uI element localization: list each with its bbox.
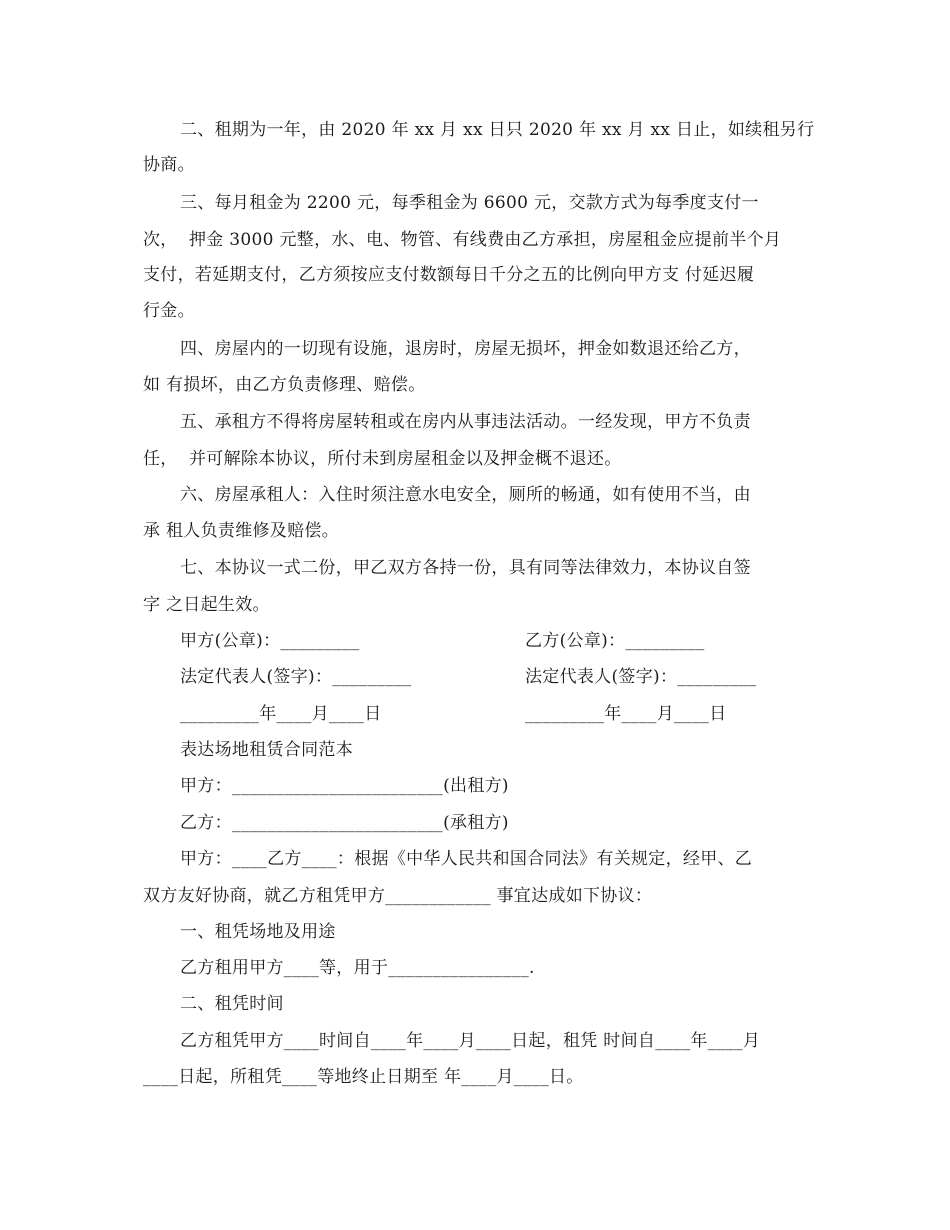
party-b-representative: 法定代表人(签字)：_________ [525,667,757,687]
party-a-representative: 法定代表人(签字)：_________ [180,667,412,687]
party-b-date: _________年____月____日 [525,704,727,724]
heading-1-body: 乙方租用甲方____等，用于________________. [180,958,535,978]
clause-4-line-2: 如 有损坏，由乙方负责修理、赔偿。 [143,375,426,395]
clause-6-line-2: 承 租人负责维修及赔偿。 [143,521,340,541]
party-b-seal: 乙方(公章)：_________ [525,631,705,651]
heading-2: 二、租凭时间 [180,994,284,1014]
clause-2-line-1: 二、租期为一年，由 2020 年 xx 月 xx 日只 2020 年 xx 月 xx 日止，如续租另行 [180,120,815,140]
lessee-line: 乙方：________________________(承租方) [180,813,509,833]
clause-7-line-2: 字 之日起生效。 [143,595,270,615]
party-a-date: _________年____月____日 [180,704,382,724]
heading-2-body-line-2: ____日起，所租凭____等地终止日期至 年____月____日。 [143,1067,584,1087]
lessor-line: 甲方：________________________(出租方) [180,776,509,796]
clause-3-line-4: 行金。 [143,301,195,321]
clause-7-line-1: 七、本协议一式二份，甲乙双方各持一份，具有同等法律效力，本协议自签 [180,558,751,578]
clause-2-line-2: 协商。 [143,155,195,175]
heading-2-body-line-1: 乙方租凭甲方____时间自____年____月____日起，租凭 时间自____年____月 [180,1031,761,1051]
clause-3-line-1: 三、每月租金为 2200 元，每季租金为 6600 元，交款方式为每季度支付一 [180,193,759,213]
preamble-line-2: 双方友好协商，就乙方租凭甲方____________ 事宜达成如下协议： [143,886,653,906]
party-a-seal: 甲方(公章)：_________ [180,631,360,651]
clause-3-line-3: 支付，若延期支付，乙方须按应支付数额每日千分之五的比例向甲方支 付延迟履 [143,265,755,285]
clause-5-line-2: 任， 并可解除本协议，所付未到房屋租金以及押金概不退还。 [143,449,622,469]
clause-5-line-1: 五、承租方不得将房屋转租或在房内从事违法活动。一经发现，甲方不负责 [180,412,751,432]
preamble-line-1: 甲方：____乙方____：根据《中华人民共和国合同法》有关规定，经甲、乙 [180,849,753,869]
heading-1: 一、租凭场地及用途 [180,922,336,942]
clause-3-line-2: 次， 押金 3000 元整，水、电、物管、有线费由乙方承担，房屋租金应提前半个月 [143,230,782,250]
section-title: 表达场地租赁合同范本 [180,740,353,760]
clause-6-line-1: 六、房屋承租人：入住时须注意水电安全，厕所的畅通，如有使用不当，由 [180,485,751,505]
clause-4-line-1: 四、房屋内的一切现有设施，退房时，房屋无损坏，押金如数退还给乙方， [180,339,751,359]
